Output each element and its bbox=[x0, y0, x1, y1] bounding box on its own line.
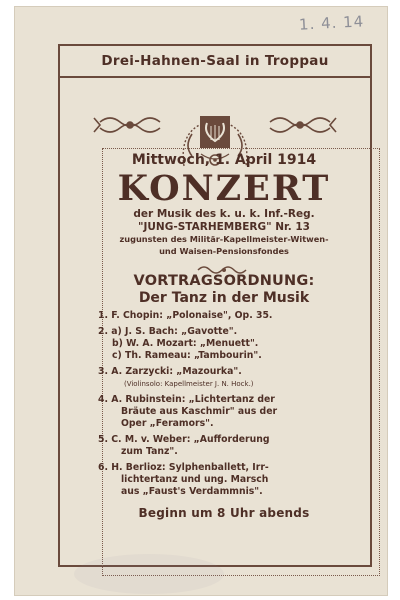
left-scroll-icon bbox=[94, 118, 160, 132]
program-item-6c: aus „Faust's Verdammnis". bbox=[121, 486, 263, 497]
beneficiary-line-1: zugunsten des Militär-Kapellmeister-Witwen- bbox=[119, 234, 329, 244]
date-line: Mittwoch, 1. April 1914 bbox=[131, 152, 317, 168]
divider-ornament bbox=[88, 260, 360, 270]
program-item-4b: Bräute aus Kaschmir" aus der bbox=[121, 406, 278, 417]
program-item-2a: 2. a) J. S. Bach: „Gavotte". bbox=[98, 326, 238, 337]
poster-content bbox=[88, 150, 360, 520]
concert-title: KONZERT bbox=[117, 168, 331, 209]
paper-stain bbox=[74, 554, 224, 594]
program-item-3-note: (Violinsolo: Kapellmeister J. N. Hock.) bbox=[124, 380, 254, 388]
program-heading: VORTRAGSORDNUNG: bbox=[133, 273, 315, 289]
poster-sheet bbox=[14, 6, 388, 596]
organizer-line-2: "JUNG-STARHEMBERG" Nr. 13 bbox=[138, 221, 310, 233]
program-item-4a: 4. A. Rubinstein: „Lichtertanz der bbox=[98, 394, 275, 405]
right-scroll-icon bbox=[270, 118, 336, 132]
handwritten-date-note: 1. 4. 14 bbox=[298, 12, 365, 34]
program-item-4c: Oper „Feramors". bbox=[121, 418, 214, 429]
program-item-6a: 6. H. Berlioz: Sylphenballett, Irr- bbox=[98, 462, 269, 473]
program-item-1: 1. F. Chopin: „Polonaise", Op. 35. bbox=[98, 310, 273, 321]
program-item-5b: zum Tanz". bbox=[121, 446, 178, 457]
program-item-2c: c) Th. Rameau: „Tambourin". bbox=[112, 350, 262, 361]
start-time: Beginn um 8 Uhr abends bbox=[138, 506, 310, 520]
venue-band bbox=[60, 46, 370, 78]
venue-title: Drei-Hahnen-Saal in Troppau bbox=[101, 53, 329, 69]
organizer-line-1: der Musik des k. u. k. Inf.-Reg. bbox=[133, 208, 315, 220]
program-subheading: Der Tanz in der Musik bbox=[138, 290, 310, 306]
program-item-3: 3. A. Zarzycki: „Mazourka". bbox=[98, 366, 242, 377]
beneficiary-line-2: und Waisen-Pensionsfondes bbox=[159, 246, 289, 256]
program-item-5a: 5. C. M. v. Weber: „Aufforderung bbox=[98, 434, 270, 445]
program-list bbox=[88, 310, 360, 498]
program-item-2b: b) W. A. Mozart: „Menuett". bbox=[112, 338, 259, 349]
program-item-6b: lichtertanz und ung. Marsch bbox=[121, 474, 269, 485]
